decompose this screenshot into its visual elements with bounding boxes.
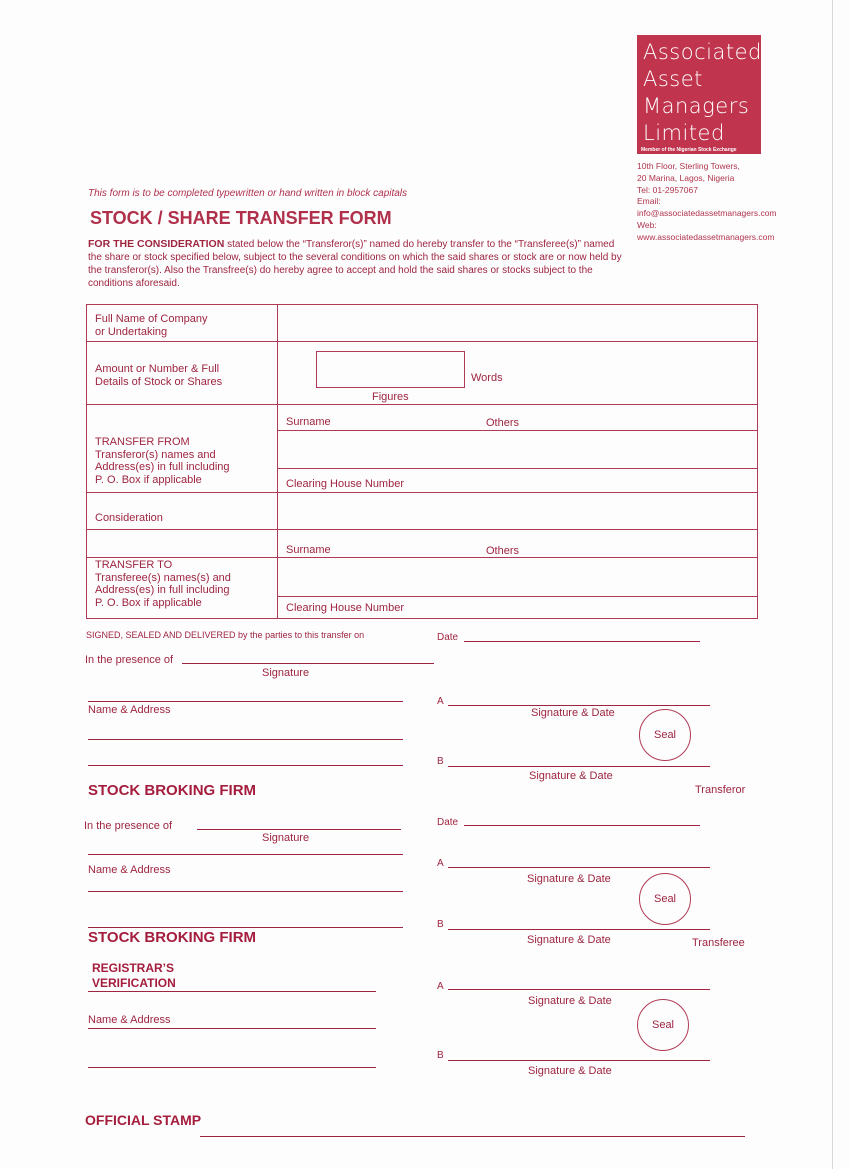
label-line: P. O. Box if applicable (95, 473, 202, 486)
party-b-label: B (437, 756, 444, 767)
label-line: Amount or Number & Full (95, 363, 220, 375)
signature-line-b[interactable] (448, 929, 710, 930)
label-line: or Undertaking (95, 325, 168, 338)
logo-line-4: Limited (643, 121, 725, 145)
clearing-house-label: Clearing House Number (286, 602, 404, 614)
row-rule (86, 404, 758, 405)
logo-line-2: Asset (643, 67, 703, 91)
contact-line: Tel: 01-2957067 (637, 184, 698, 195)
signature-line-a[interactable] (448, 705, 710, 706)
surname-label: Surname (286, 544, 331, 556)
presence-line[interactable] (182, 663, 434, 664)
intro-note: This form is to be completed typewritten or hand written in block capitals (88, 188, 408, 199)
blank-line[interactable] (88, 1067, 376, 1068)
consideration-text: stated below the “Transferor(s)” named do hereby transfer to the “Transferee(s)” named the share or stock specified below, subject to the several conditions on which the said shares or stock are or now held by the transferor(s). Also the Transfree(s) do hereby agree to accept and hold the said shares or stocks subject to the conditions aforesaid. (88, 239, 622, 289)
row-rule (86, 492, 758, 493)
amount-label (95, 363, 222, 388)
party-a-label: A (437, 858, 444, 869)
signature-date-label: Signature & Date (529, 770, 613, 782)
date-line[interactable] (464, 825, 700, 826)
contact-line: Email: (637, 196, 661, 207)
party-b-label: B (437, 1050, 444, 1061)
logo-wordmark (643, 39, 762, 147)
label-line: Address(es) in full including (95, 461, 230, 473)
heading-line: REGISTRAR’S (92, 961, 175, 975)
blank-line[interactable] (88, 739, 403, 740)
blank-line[interactable] (88, 1028, 376, 1029)
name-address-label: Name & Address (88, 864, 171, 876)
date-line[interactable] (464, 641, 700, 642)
broking-firm-heading: STOCK BROKING FIRM (88, 782, 257, 799)
table-divider (277, 304, 278, 619)
blank-line[interactable] (88, 701, 403, 702)
official-stamp-heading: OFFICIAL STAMP (85, 1112, 202, 1128)
contact-line: 20 Marina, Lagos, Nigeria (637, 172, 735, 183)
signature-line-a[interactable] (448, 867, 710, 868)
contact-line: www.associatedassetmanagers.com (637, 231, 775, 242)
blank-line[interactable] (88, 927, 403, 928)
signature-date-label: Signature & Date (527, 873, 611, 885)
signature-date-label: Signature & Date (528, 995, 612, 1007)
signature-label: Signature (262, 667, 310, 679)
transferee-label: Transferee (692, 937, 745, 949)
blank-line[interactable] (88, 991, 376, 992)
signature-line-a[interactable] (448, 989, 710, 990)
row-rule (277, 430, 758, 431)
transferor-label: Transferor (695, 784, 746, 796)
label-line: TRANSFER TO (95, 559, 173, 571)
label-line: TRANSFER FROM (95, 436, 190, 448)
stamp-line[interactable] (200, 1136, 745, 1137)
transfer-from-label (95, 436, 230, 486)
others-label: Others (486, 417, 520, 429)
blank-line[interactable] (88, 891, 403, 892)
label-line: Address(es) in full including (95, 584, 230, 596)
signature-date-label: Signature & Date (527, 934, 611, 946)
contact-info (637, 161, 777, 244)
page-title: STOCK / SHARE TRANSFER FORM (90, 208, 392, 228)
date-label: Date (437, 632, 459, 643)
label-line: Details of Stock or Shares (95, 375, 223, 388)
signature-line-b[interactable] (448, 1060, 710, 1061)
broking-firm-heading: STOCK BROKING FIRM (88, 929, 257, 946)
company-label (95, 313, 208, 338)
company-logo (637, 35, 761, 154)
contact-line: 10th Floor, Sterling Towers, (637, 161, 740, 171)
party-b-label: B (437, 919, 444, 930)
date-label: Date (437, 817, 459, 828)
label-line: Transferee(s) names(s) and (95, 571, 231, 584)
presence-label: In the presence of (85, 654, 174, 666)
blank-line[interactable] (88, 854, 403, 855)
contact-line: info@associatedassetmanagers.com (637, 208, 777, 219)
consideration-lead: FOR THE CONSIDERATION (88, 238, 225, 250)
logo-member-text: Member of the Nigerian Stock Exchange (641, 147, 737, 153)
row-rule (86, 557, 277, 558)
seal-circle: Seal (637, 999, 689, 1051)
party-a-label: A (437, 981, 444, 992)
presence-line[interactable] (197, 829, 401, 830)
logo-line-3: Managers (643, 94, 750, 118)
presence-label: In the presence of (84, 820, 173, 832)
row-rule (277, 596, 758, 597)
heading-line: VERIFICATION (92, 976, 176, 990)
seal-circle: Seal (639, 709, 691, 761)
clearing-house-label: Clearing House Number (286, 478, 404, 490)
logo-line-1: Associated (643, 40, 762, 64)
words-label: Words (471, 372, 503, 384)
label-line: Transferor(s) names and (95, 448, 216, 461)
label-line: Full Name of Company (95, 313, 208, 325)
figures-field[interactable] (316, 351, 465, 388)
label-line: P. O. Box if applicable (95, 596, 202, 609)
scan-edge (832, 0, 833, 1169)
others-label: Others (486, 545, 520, 557)
blank-line[interactable] (88, 765, 403, 766)
signature-line-b[interactable] (448, 766, 710, 767)
consideration-label: Consideration (95, 512, 163, 524)
contact-line: Web: (637, 219, 657, 230)
signature-date-label: Signature & Date (528, 1065, 612, 1077)
transfer-to-label (95, 559, 231, 609)
row-rule (277, 468, 758, 469)
name-address-label: Name & Address (88, 1014, 171, 1026)
registrar-verification-heading (92, 961, 176, 991)
surname-label: Surname (286, 416, 331, 428)
row-rule (86, 529, 758, 530)
figures-label: Figures (372, 391, 409, 403)
consideration-paragraph (88, 238, 628, 290)
signed-sealed-text: SIGNED, SEALED AND DELIVERED by the parties to this transfer on (86, 630, 365, 640)
signature-label: Signature (262, 832, 310, 844)
seal-circle: Seal (639, 873, 691, 925)
name-address-label: Name & Address (88, 704, 171, 716)
signature-date-label: Signature & Date (531, 707, 615, 719)
row-rule (86, 341, 758, 342)
party-a-label: A (437, 696, 444, 707)
